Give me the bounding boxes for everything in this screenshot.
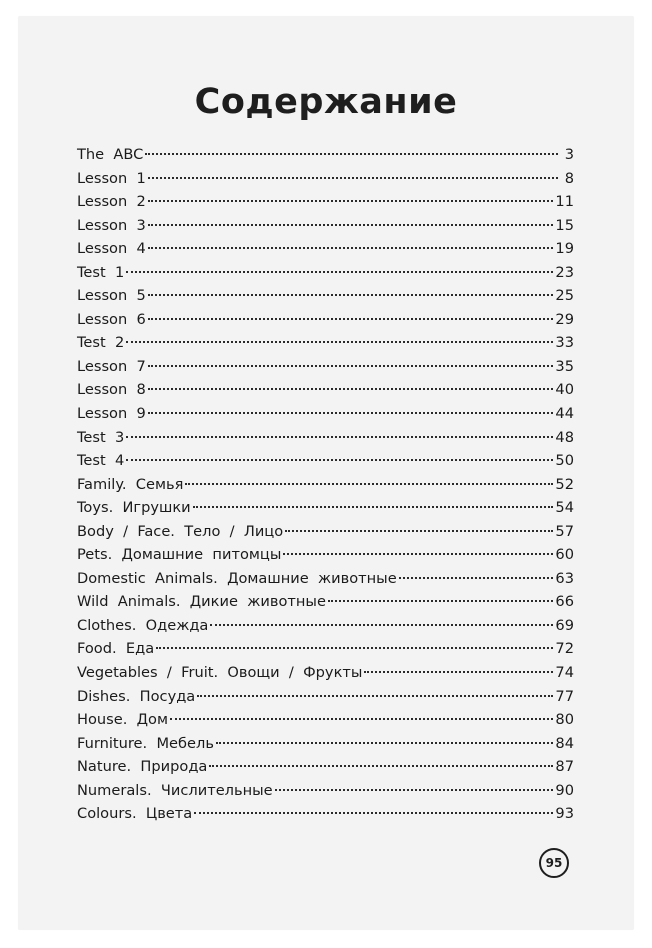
dot-leader <box>399 577 554 579</box>
toc-entry-page: 66 <box>555 593 574 611</box>
toc-entry-label: Body / Face. Тело / Лицо <box>77 522 284 540</box>
toc-entry-page: 11 <box>555 193 574 211</box>
dot-leader <box>148 224 554 226</box>
toc-entry-page: 50 <box>555 452 574 470</box>
toc-entry <box>77 473 574 497</box>
toc-entry-label: Test 4 <box>77 452 125 470</box>
toc-entry-label: Test 1 <box>77 263 125 281</box>
toc-entry-page: 44 <box>555 405 574 423</box>
toc-entry-label: Lesson 6 <box>77 310 146 328</box>
dot-leader <box>156 647 553 649</box>
toc-entry-page: 72 <box>555 640 574 658</box>
toc-entry-page: 90 <box>555 781 574 799</box>
dot-leader <box>148 365 554 367</box>
toc-entry-label: Lesson 1 <box>77 169 146 187</box>
toc-entry <box>77 685 574 709</box>
toc-entry-page: 35 <box>555 357 574 375</box>
toc-entry-label: Numerals. Числительные <box>77 781 273 799</box>
dot-leader <box>216 742 554 744</box>
toc-entry-label: Lesson 3 <box>77 216 146 234</box>
toc-entry <box>77 449 574 473</box>
toc-entry-page: 80 <box>555 711 574 729</box>
toc-entry <box>77 331 574 355</box>
toc-entry <box>77 802 574 826</box>
dot-leader <box>197 695 553 697</box>
toc-entry-label: Test 2 <box>77 334 125 352</box>
toc-entry <box>77 261 574 285</box>
toc-entry <box>77 426 574 450</box>
toc-entry-label: Wild Animals. Дикие животные <box>77 593 326 611</box>
dot-leader <box>148 318 554 320</box>
toc-entry <box>77 214 574 238</box>
toc-entry-label: Vegetables / Fruit. Овощи / Фрукты <box>77 664 363 682</box>
toc-entry-page: 54 <box>555 499 574 517</box>
dot-leader <box>126 341 553 343</box>
toc-entry <box>77 284 574 308</box>
toc-entry-page: 29 <box>555 310 574 328</box>
toc-entry-label: Lesson 7 <box>77 357 146 375</box>
toc-entry-label: Pets. Домашние питомцы <box>77 546 282 564</box>
dot-leader <box>194 812 553 814</box>
toc-entry-label: Lesson 8 <box>77 381 146 399</box>
toc-entry-label: Colours. Цвета <box>77 805 193 823</box>
toc-entry <box>77 402 574 426</box>
toc-entry-page: 87 <box>555 758 574 776</box>
toc-entry-page: 48 <box>555 428 574 446</box>
toc-entry-label: Food. Еда <box>77 640 155 658</box>
toc-entry-label: Test 3 <box>77 428 125 446</box>
toc-entry-page: 84 <box>555 734 574 752</box>
dot-leader <box>364 671 553 673</box>
toc-entry-label: The ABC <box>77 146 144 163</box>
toc-entry-page: 23 <box>555 263 574 281</box>
toc-entry <box>77 779 574 803</box>
toc-entry <box>77 308 574 332</box>
toc-entry-label: Lesson 2 <box>77 193 146 211</box>
toc-entry-page: 15 <box>555 216 574 234</box>
toc-entry <box>77 661 574 685</box>
toc-entry-page: 52 <box>555 475 574 493</box>
toc-entry-label: Lesson 5 <box>77 287 146 305</box>
dot-leader <box>148 200 554 202</box>
dot-leader <box>148 412 554 414</box>
toc-entry <box>77 167 574 191</box>
toc-entry-label: Lesson 4 <box>77 240 146 258</box>
toc-entry <box>77 590 574 614</box>
toc-entry-page: 8 <box>564 169 574 187</box>
dot-leader <box>193 506 554 508</box>
toc-entry-page: 3 <box>564 146 574 163</box>
toc-entry <box>77 567 574 591</box>
dot-leader <box>126 271 553 273</box>
dot-leader <box>285 530 553 532</box>
toc-entry-label: Clothes. Одежда <box>77 616 209 634</box>
dot-leader <box>126 436 553 438</box>
toc-entry-label: House. Дом <box>77 711 168 729</box>
toc-entry-page: 74 <box>555 664 574 682</box>
toc-entry-label: Toys. Игрушки <box>77 499 191 517</box>
toc-entry-label: Furniture. Мебель <box>77 734 214 752</box>
toc-entry-label: Family. Семья <box>77 475 184 493</box>
toc-entry-page: 40 <box>555 381 574 399</box>
toc-entry-page: 19 <box>555 240 574 258</box>
dot-leader <box>148 247 554 249</box>
toc-entry-label: Dishes. Посуда <box>77 687 196 705</box>
dot-leader <box>275 789 554 791</box>
page-number-badge: 95 <box>539 848 569 878</box>
page-title: Содержание <box>194 82 458 122</box>
toc-entry-page: 60 <box>555 546 574 564</box>
toc-entry-page: 57 <box>555 522 574 540</box>
toc-entry-page: 77 <box>555 687 574 705</box>
toc-entry <box>77 190 574 214</box>
toc-entry-label: Lesson 9 <box>77 405 146 423</box>
dot-leader <box>170 718 553 720</box>
toc-entry <box>77 355 574 379</box>
toc-entry <box>77 378 574 402</box>
toc-entry-page: 63 <box>555 569 574 587</box>
toc-entry-page: 33 <box>555 334 574 352</box>
toc-entry-page: 69 <box>555 616 574 634</box>
dot-leader <box>185 483 553 485</box>
dot-leader <box>209 765 553 767</box>
dot-leader <box>145 153 558 155</box>
dot-leader <box>283 553 553 555</box>
dot-leader <box>210 624 553 626</box>
toc-entry-page: 25 <box>555 287 574 305</box>
toc-entry <box>77 637 574 661</box>
dot-leader <box>328 600 553 602</box>
table-of-contents <box>77 143 574 826</box>
toc-entry <box>77 543 574 567</box>
dot-leader <box>148 388 554 390</box>
toc-entry <box>77 520 574 544</box>
toc-entry <box>77 143 574 167</box>
toc-entry <box>77 496 574 520</box>
toc-entry <box>77 732 574 756</box>
toc-entry <box>77 237 574 261</box>
toc-entry-label: Nature. Природа <box>77 758 208 776</box>
toc-entry <box>77 614 574 638</box>
document-page <box>18 16 634 930</box>
toc-entry-page: 93 <box>555 805 574 823</box>
toc-entry <box>77 755 574 779</box>
toc-entry-label: Domestic Animals. Домашние животные <box>77 569 397 587</box>
toc-entry <box>77 708 574 732</box>
dot-leader <box>126 459 553 461</box>
dot-leader <box>148 177 558 179</box>
dot-leader <box>148 294 554 296</box>
